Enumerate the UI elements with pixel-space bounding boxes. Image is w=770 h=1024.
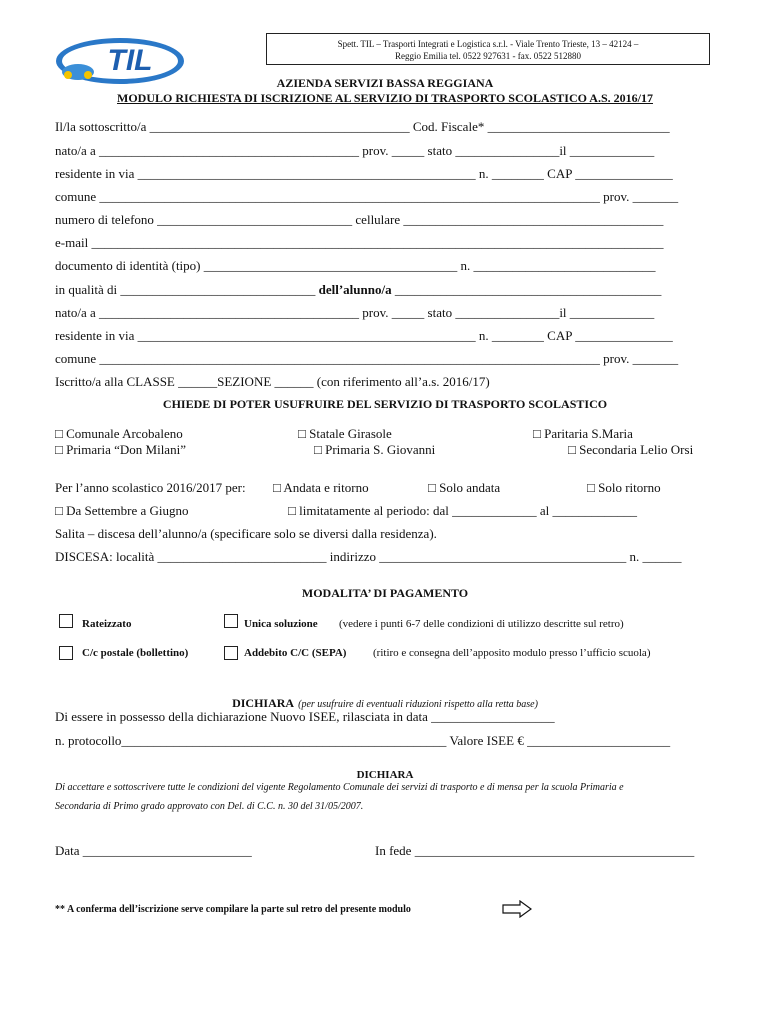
applicant-phone-line[interactable]: numero di telefono ______________________________ cellulare ________________________________________ bbox=[55, 212, 664, 227]
option-solo-ritorno[interactable]: □ Solo ritorno bbox=[587, 480, 661, 495]
unica-soluzione-note: (vedere i punti 6-7 delle condizioni di utilizzo descritte sul retro) bbox=[339, 618, 624, 630]
school-primaria-don-milani[interactable]: □ Primaria “Don Milani” bbox=[55, 442, 186, 457]
isee-protocol-line[interactable]: n. protocollo__________________________________________________ Valore ISEE € ______________________ bbox=[55, 733, 671, 748]
isee-heading-note: (per usufruire di eventuali riduzioni rispetto alla retta base) bbox=[298, 699, 538, 710]
school-paritaria-s-maria[interactable]: □ Paritaria S.Maria bbox=[533, 426, 633, 441]
declaration-heading: DICHIARA bbox=[356, 769, 414, 781]
checkbox-addebito-sepa[interactable] bbox=[224, 646, 238, 660]
title-line-2: MODULO RICHIESTA DI ISCRIZIONE AL SERVIZIO DI TRASPORTO SCOLASTICO A.S. 2016/17 bbox=[117, 91, 653, 105]
student-relation-line[interactable]: in qualità di ______________________________ dell’alunno/a _________________________________________ bbox=[55, 282, 662, 297]
student-class-line[interactable]: Iscritto/a alla CLASSE ______SEZIONE ______ (con riferimento all’a.s. 2016/17) bbox=[55, 374, 490, 389]
sepa-note: (ritiro e consegna dell’apposito modulo presso l’ufficio scuola) bbox=[373, 647, 651, 659]
descent-line[interactable]: DISCESA: località __________________________ indirizzo ______________________________________ n. ______ bbox=[55, 549, 682, 564]
date-field[interactable]: Data __________________________ bbox=[55, 843, 252, 858]
signature-field[interactable]: In fede ___________________________________________ bbox=[375, 843, 695, 858]
school-comunale-arcobaleno[interactable]: □ Comunale Arcobaleno bbox=[55, 426, 183, 441]
logo-text: TIL bbox=[107, 44, 153, 77]
option-andata-ritorno[interactable]: □ Andata e ritorno bbox=[273, 480, 369, 495]
option-solo-andata[interactable]: □ Solo andata bbox=[428, 480, 501, 495]
label-cc-postale: C/c postale (bollettino) bbox=[82, 647, 189, 659]
applicant-email-line[interactable]: e-mail ________________________________________________________________________________________ bbox=[55, 235, 664, 250]
company-header-box bbox=[266, 33, 710, 65]
label-rateizzato: Rateizzato bbox=[82, 618, 132, 630]
period-limited[interactable]: □ limitatamente al periodo: dal _____________ al _____________ bbox=[288, 503, 638, 518]
checkbox-cc-postale[interactable] bbox=[59, 646, 73, 660]
company-line-1: Spett. TIL – Trasporti Integrati e Logistica s.r.l. - Viale Trento Trieste, 13 – 42124 – bbox=[337, 39, 639, 49]
student-address-line[interactable]: residente in via ____________________________________________________ n. ________ CAP _______________ bbox=[55, 328, 673, 343]
checkbox-rateizzato[interactable] bbox=[59, 614, 73, 628]
payment-heading: MODALITA’ DI PAGAMENTO bbox=[301, 586, 469, 600]
arrow-right-icon bbox=[502, 900, 532, 918]
period-settembre-giugno[interactable]: □ Da Settembre a Giugno bbox=[55, 503, 189, 518]
school-primaria-s-giovanni[interactable]: □ Primaria S. Giovanni bbox=[314, 442, 436, 457]
isee-declaration-line[interactable]: Di essere in possesso della dichiarazione Nuovo ISEE, rilasciata in data ___________________ bbox=[55, 709, 555, 724]
applicant-birth-line[interactable]: nato/a a ________________________________________ prov. _____ stato ________________il _____________ bbox=[55, 143, 655, 158]
stops-note: Salita – discesa dell’alunno/a (specificare solo se diversi dalla residenza). bbox=[55, 526, 437, 541]
declaration-text-1: Di accettare e sottoscrivere tutte le condizioni del vigente Regolamento Comunale dei servizi di trasporto e di mensa per la scuola Primaria e bbox=[55, 782, 624, 793]
applicant-id-document-line[interactable]: documento di identità (tipo) _______________________________________ n. ____________________________ bbox=[55, 258, 656, 273]
checkbox-unica-soluzione[interactable] bbox=[224, 614, 238, 628]
student-birth-line[interactable]: nato/a a ________________________________________ prov. _____ stato ________________il _____________ bbox=[55, 305, 655, 320]
request-heading: CHIEDE DI POTER USUFRUIRE DEL SERVIZIO DI TRASPORTO SCOLASTICO bbox=[162, 397, 608, 411]
title-line-1: AZIENDA SERVIZI BASSA REGGIANA bbox=[276, 76, 494, 90]
applicant-city-line[interactable]: comune _____________________________________________________________________________ prov. _______ bbox=[55, 189, 679, 204]
school-statale-girasole[interactable]: □ Statale Girasole bbox=[298, 426, 392, 441]
school-secondaria-lelio-orsi[interactable]: □ Secondaria Lelio Orsi bbox=[568, 442, 694, 457]
label-unica-soluzione: Unica soluzione bbox=[244, 618, 318, 630]
student-city-line[interactable]: comune _____________________________________________________________________________ prov. _______ bbox=[55, 351, 679, 366]
company-line-2: Reggio Emilia tel. 0522 927631 - fax. 0522 512880 bbox=[395, 51, 581, 61]
school-year-label: Per l’anno scolastico 2016/2017 per: bbox=[55, 480, 246, 495]
applicant-address-line[interactable]: residente in via ____________________________________________________ n. ________ CAP _______________ bbox=[55, 166, 673, 181]
footer-note: ** A conferma dell’iscrizione serve compilare la parte sul retro del presente modulo bbox=[55, 904, 411, 915]
isee-heading: DICHIARA bbox=[232, 696, 295, 710]
declaration-text-2: Secondaria di Primo grado approvato con Del. di C.C. n. 30 del 31/05/2007. bbox=[55, 801, 364, 812]
applicant-name-line[interactable]: Il/la sottoscritto/a ________________________________________ Cod. Fiscale* ____________________________ bbox=[55, 119, 670, 134]
label-addebito-sepa: Addebito C/C (SEPA) bbox=[244, 647, 347, 659]
